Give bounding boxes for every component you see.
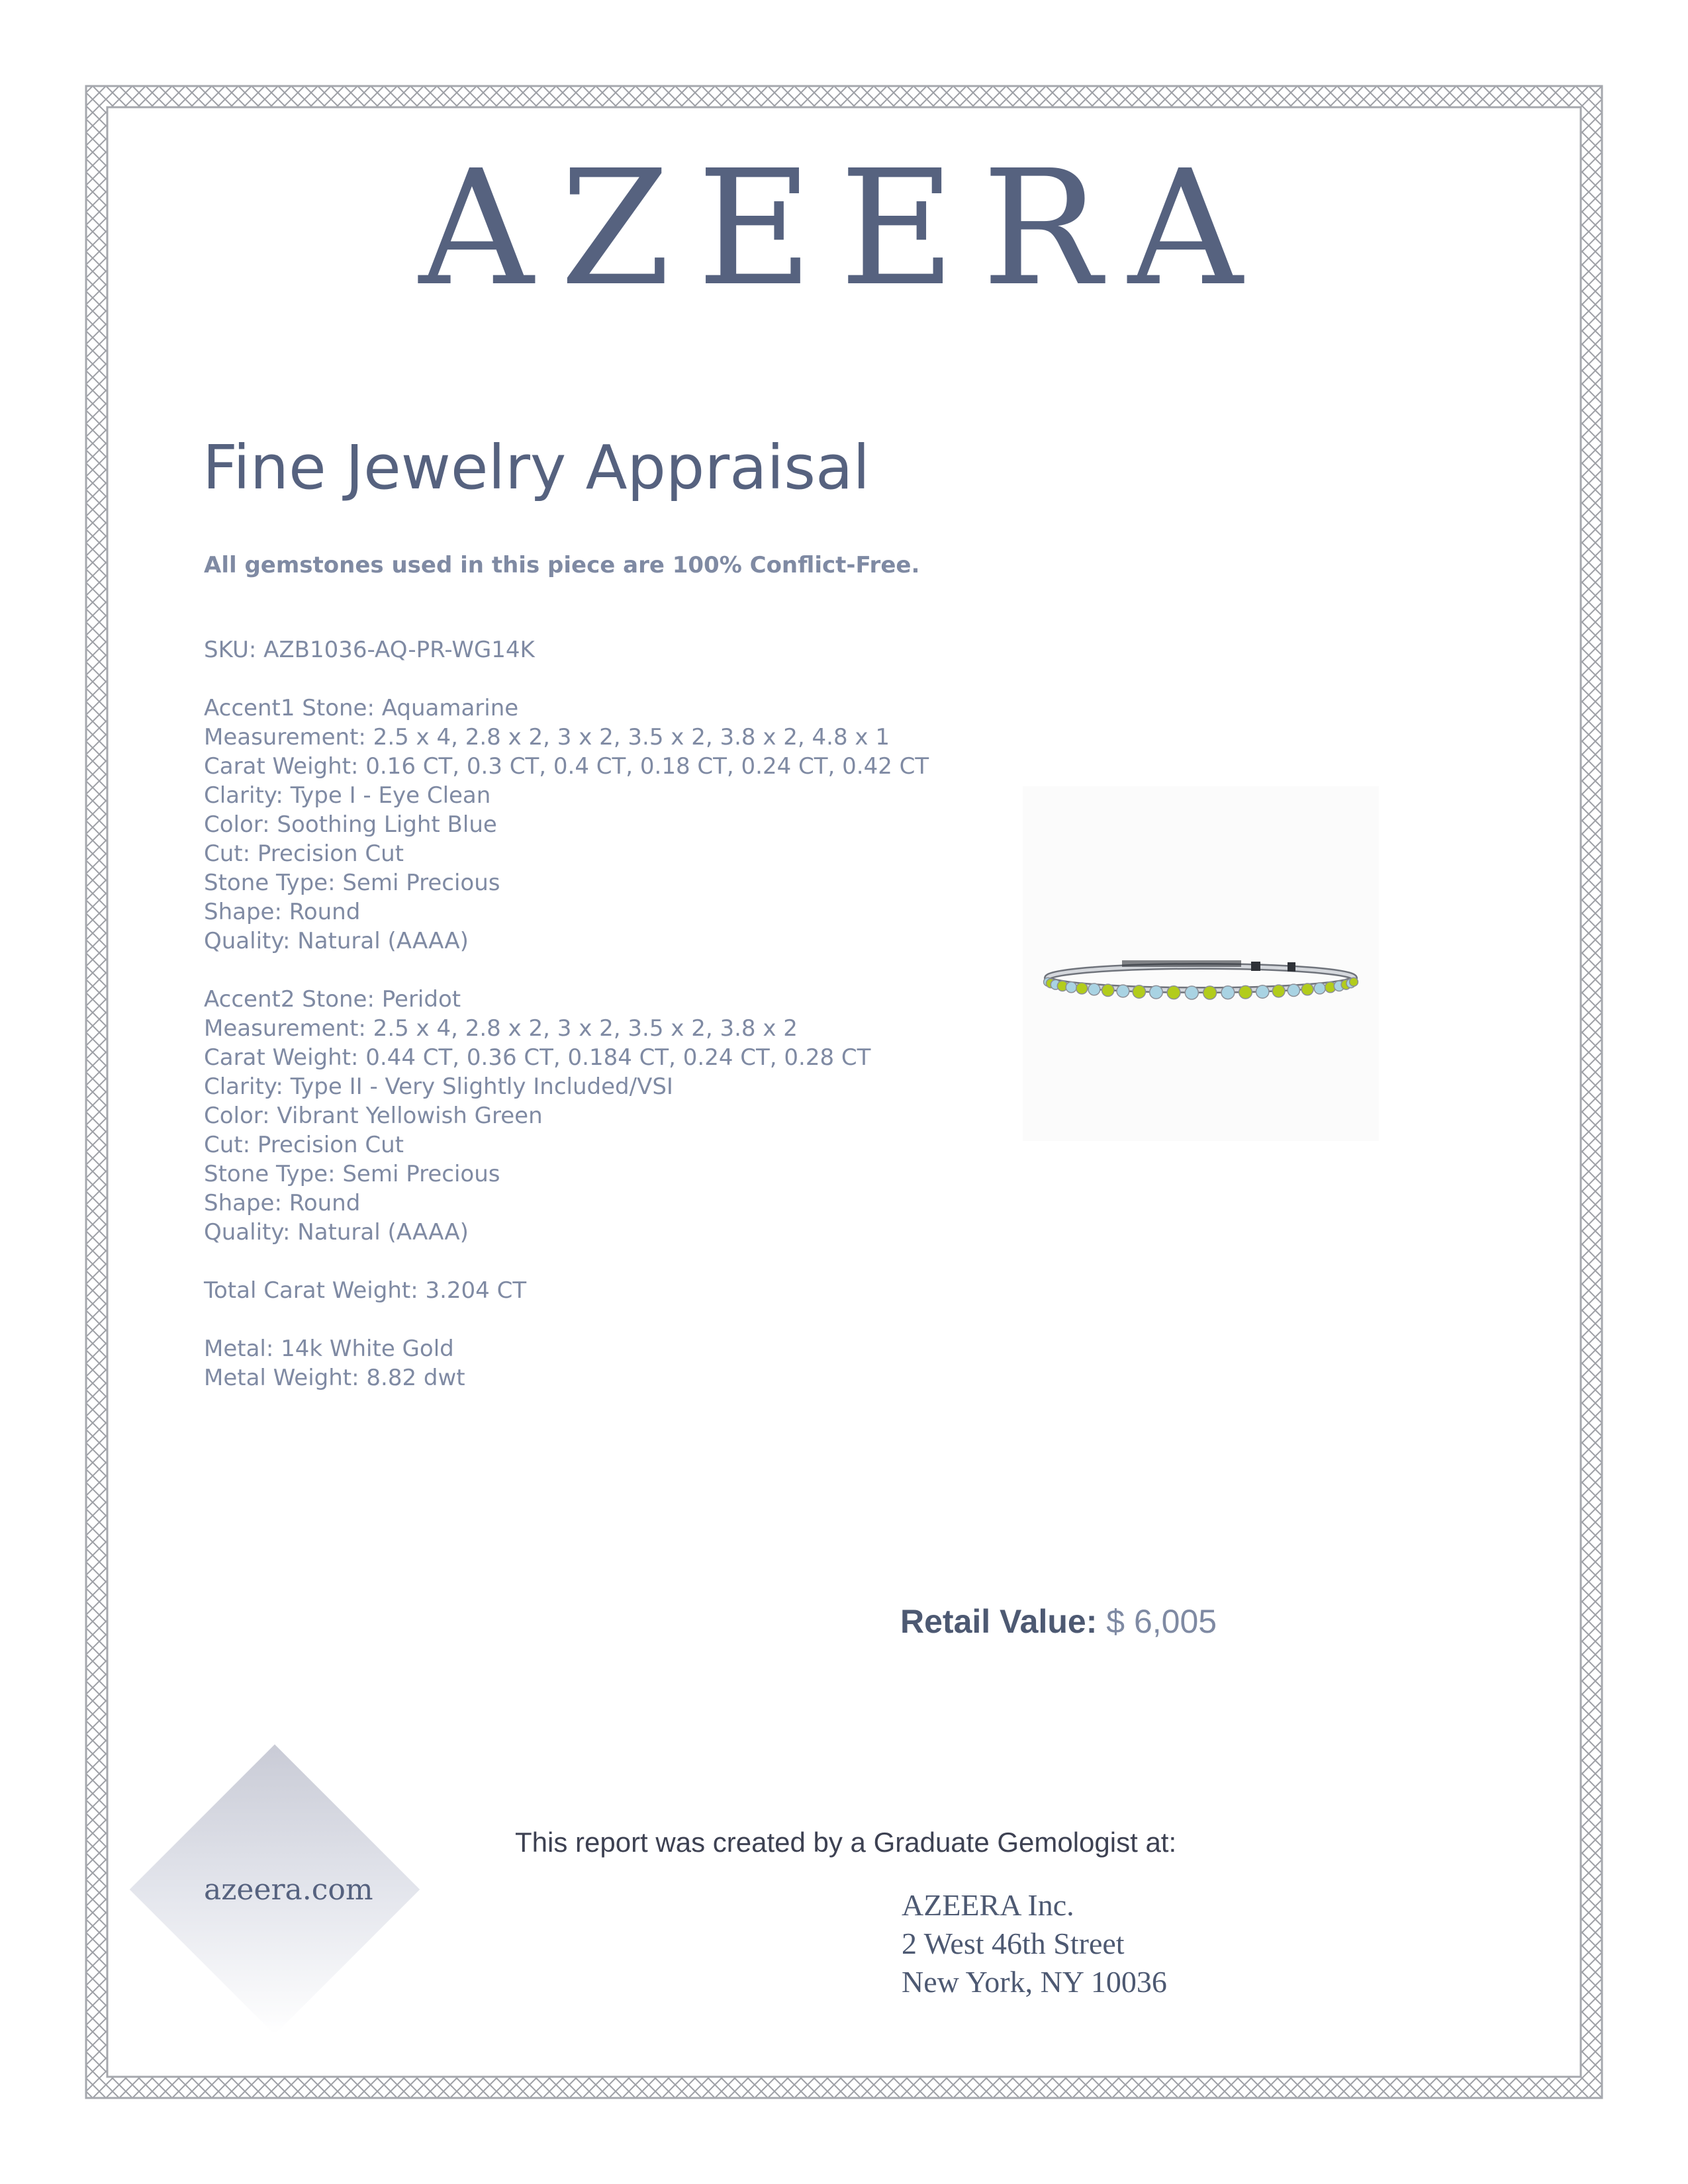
gemstone [1288, 984, 1299, 996]
gemstone [1239, 985, 1252, 999]
accent2-quality: Quality: Natural (AAAA) [204, 1219, 469, 1246]
sku: SKU: AZB1036-AQ-PR-WG14K [204, 637, 535, 663]
accent1-measurement: Measurement: 2.5 x 4, 2.8 x 2, 3 x 2, 3.5 x 2, 3.8 x 2, 4.8 x 1 [204, 724, 890, 751]
gemstone [1272, 985, 1285, 997]
accent2-cut: Cut: Precision Cut [204, 1132, 404, 1158]
accent2-shape: Shape: Round [204, 1190, 361, 1216]
address-line-2: 2 West 46th Street [902, 1927, 1125, 1960]
gemstone [1117, 985, 1129, 997]
retail-value-amount: $ 6,005 [1106, 1603, 1217, 1640]
accent1-stone: Accent1 Stone: Aquamarine [204, 695, 519, 721]
accent1-carat-weight: Carat Weight: 0.16 CT, 0.3 CT, 0.4 CT, 0.18 CT, 0.24 CT, 0.42 CT [204, 753, 929, 780]
retail-value [900, 1602, 1217, 1641]
accent1-color: Color: Soothing Light Blue [204, 811, 497, 838]
bracelet-icon [1023, 786, 1379, 1141]
gemstone [1076, 983, 1088, 994]
accent2-clarity: Clarity: Type II - Very Slightly Included/VSI [204, 1073, 673, 1100]
accent1-shape: Shape: Round [204, 899, 361, 925]
gemstone [1102, 984, 1114, 996]
bracelet-image [1023, 786, 1379, 1141]
appraisal-details [204, 635, 929, 1392]
gemstone [1150, 985, 1163, 999]
gemstone [1221, 986, 1235, 999]
gemstone [1301, 983, 1313, 995]
gemstone [1350, 978, 1358, 986]
accent2-stone: Accent2 Stone: Peridot [204, 986, 461, 1013]
address-line-1: AZEERA Inc. [902, 1888, 1074, 1922]
gemstone [1314, 983, 1325, 994]
metal-weight: Metal Weight: 8.82 dwt [204, 1365, 465, 1391]
accent2-color: Color: Vibrant Yellowish Green [204, 1103, 543, 1129]
gemstone [1167, 986, 1180, 999]
accent1-quality: Quality: Natural (AAAA) [204, 928, 469, 954]
address-line-3: New York, NY 10036 [902, 1965, 1167, 1999]
metal: Metal: 14k White Gold [204, 1336, 454, 1362]
total-carat-weight: Total Carat Weight: 3.204 CT [204, 1277, 527, 1304]
gemstone [1203, 986, 1217, 999]
accent2-stone-type: Stone Type: Semi Precious [204, 1161, 500, 1187]
retail-value-label: Retail Value: [900, 1603, 1098, 1640]
accent2-carat-weight: Carat Weight: 0.44 CT, 0.36 CT, 0.184 CT, 0.24 CT, 0.28 CT [204, 1044, 871, 1071]
accent1-cut: Cut: Precision Cut [204, 841, 404, 867]
page-title: Fine Jewelry Appraisal [203, 432, 870, 503]
conflict-free-note: All gemstones used in this piece are 100% Conflict-Free. [204, 552, 920, 578]
gemstone [1256, 985, 1269, 998]
gemstone [1133, 985, 1145, 998]
report-by-text: This report was created by a Graduate Gemologist at: [515, 1827, 1177, 1858]
brand-logo: AZEERA [418, 136, 1270, 321]
gemstone [1185, 986, 1198, 999]
gemstone [1066, 982, 1076, 993]
gemstone [1088, 983, 1100, 995]
accent1-stone-type: Stone Type: Semi Precious [204, 870, 500, 896]
accent2-measurement: Measurement: 2.5 x 4, 2.8 x 2, 3 x 2, 3.5 x 2, 3.8 x 2 [204, 1015, 798, 1042]
website-link[interactable]: azeera.com [204, 1873, 373, 1907]
company-address [902, 1886, 1167, 2001]
accent1-clarity: Clarity: Type I - Eye Clean [204, 782, 491, 809]
